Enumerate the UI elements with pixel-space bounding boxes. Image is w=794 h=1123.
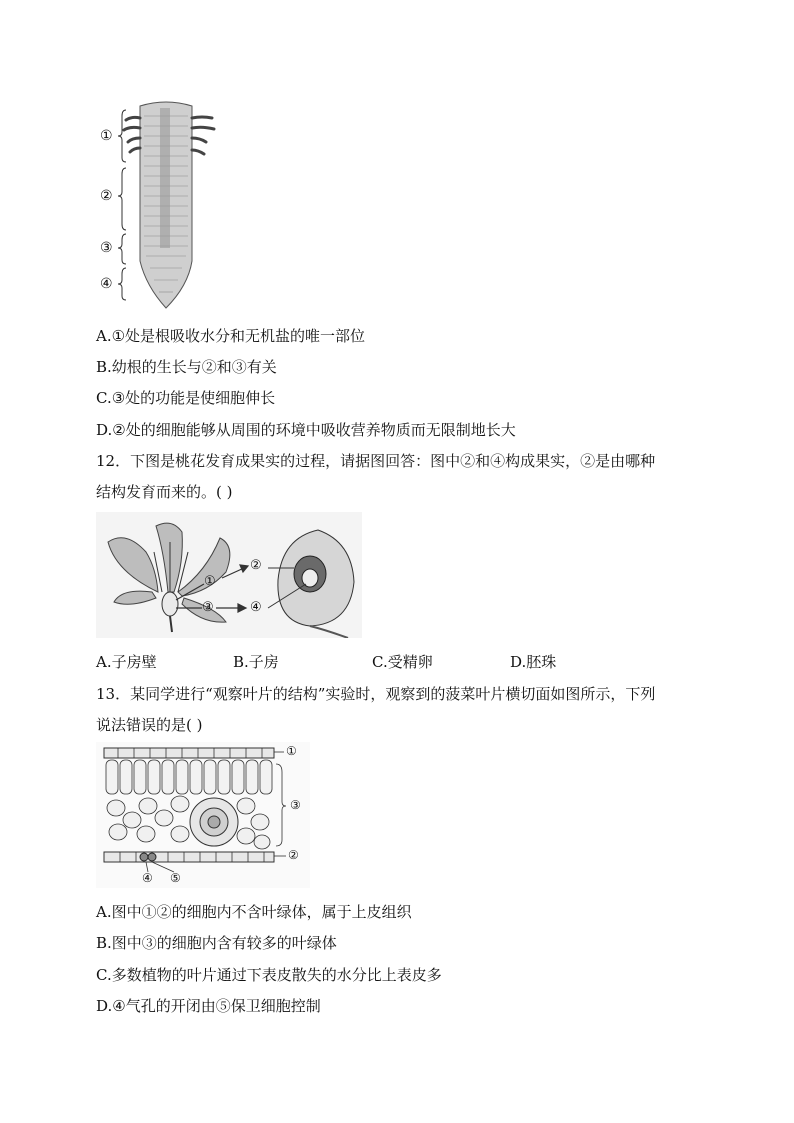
root-label-1: ① <box>100 128 113 144</box>
q11-option-c: C.③处的功能是使细胞伸长 <box>96 389 276 407</box>
q12-stem-line1: 12．下图是桃花发育成果实的过程，请据图回答：图中②和④构成果实，②是由哪种 <box>96 452 656 470</box>
root-label-4: ④ <box>100 276 113 292</box>
peach-flower-figure <box>96 512 362 638</box>
leaf-section-figure <box>96 742 310 888</box>
q11-option-b: B.幼根的生长与②和③有关 <box>96 358 277 376</box>
root-label-3: ③ <box>100 240 113 256</box>
q13-option-a: A.图中①②的细胞内不含叶绿体，属于上皮组织 <box>96 903 412 921</box>
root-tip-figure <box>96 96 226 311</box>
q13-option-b: B.图中③的细胞内含有较多的叶绿体 <box>96 934 337 952</box>
leaf-label-5: ⑤ <box>170 871 181 885</box>
q12-stem-line2: 结构发育而来的。( ) <box>96 483 233 501</box>
leaf-label-1: ① <box>286 744 297 758</box>
q13-stem-line2: 说法错误的是( ) <box>96 716 203 734</box>
q11-option-a: A.①处是根吸收水分和无机盐的唯一部位 <box>96 327 366 345</box>
q13-stem-line1: 13．某同学进行“观察叶片的结构”实验时，观察到的菠菜叶片横切面如图所示，下列 <box>96 685 656 703</box>
flower-label-3: ③ <box>202 600 214 615</box>
q12-option-c: C.受精卵 <box>372 653 433 671</box>
q13-option-c: C.多数植物的叶片通过下表皮散失的水分比上表皮多 <box>96 966 442 984</box>
flower-label-4: ④ <box>250 600 262 615</box>
leaf-label-3: ③ <box>290 798 301 812</box>
flower-label-2: ② <box>250 558 262 573</box>
flower-label-1: ① <box>204 574 216 589</box>
leaf-label-4: ④ <box>142 871 153 885</box>
root-label-2: ② <box>100 188 113 204</box>
q11-option-d: D.②处的细胞能够从周围的环境中吸收营养物质而无限制地长大 <box>96 421 516 439</box>
q12-option-b: B.子房 <box>233 653 279 671</box>
q13-option-d: D.④气孔的开闭由⑤保卫细胞控制 <box>96 997 321 1015</box>
q12-option-d: D.胚珠 <box>510 653 557 671</box>
leaf-label-2: ② <box>288 848 299 862</box>
q12-option-a: A.子房壁 <box>96 653 157 671</box>
